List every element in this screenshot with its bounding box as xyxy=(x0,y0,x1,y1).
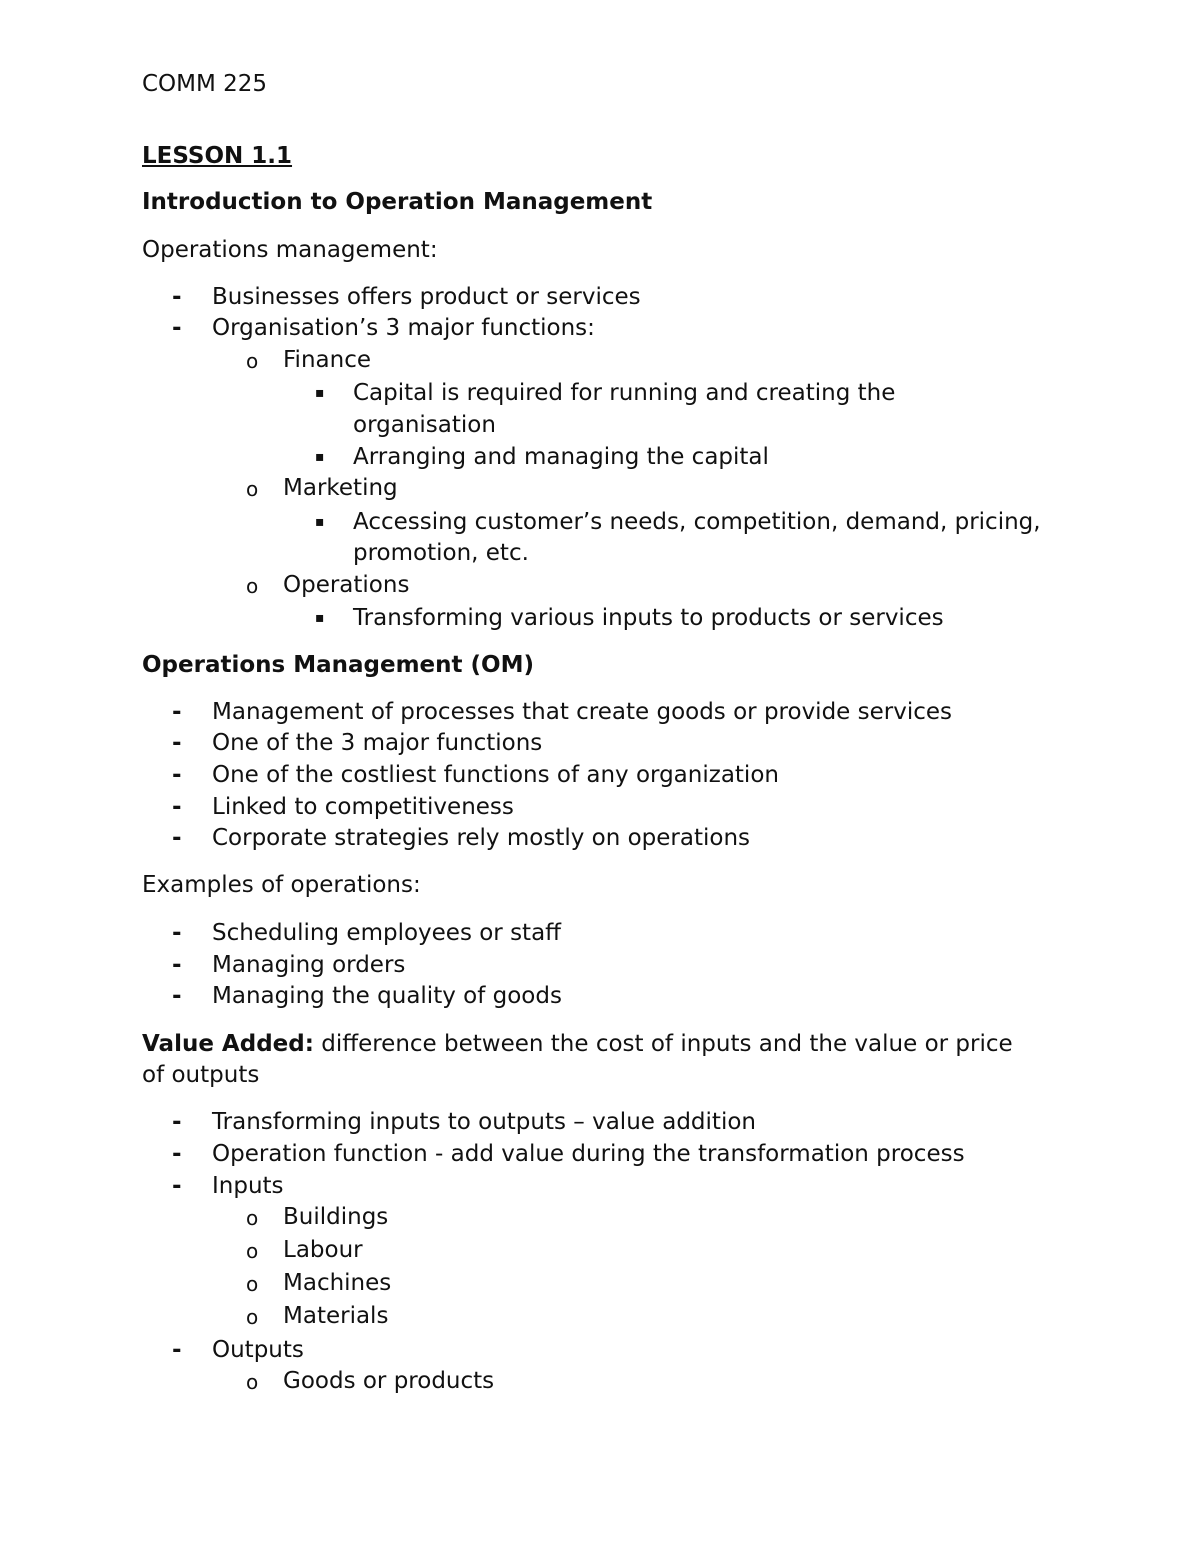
marketing-point: Accessing customer’s needs, competition, demand, pricing, xyxy=(353,509,1041,535)
circle-bullet: o xyxy=(246,1206,259,1230)
intro-heading: Introduction to Operation Management xyxy=(142,189,653,215)
list-item: Corporate strategies rely mostly on operations xyxy=(212,825,751,851)
lesson-title: LESSON 1.1 xyxy=(142,143,293,169)
value-added-definition-text: difference between the cost of inputs and the value or price xyxy=(313,1031,1013,1057)
square-bullet: ▪ xyxy=(315,610,325,626)
input-item: Materials xyxy=(283,1303,389,1329)
value-added-term: Value Added: xyxy=(142,1031,314,1057)
dash-bullet: - xyxy=(172,1109,182,1135)
function-operations: Operations xyxy=(283,572,410,598)
output-item: Goods or products xyxy=(283,1368,495,1394)
ops-mgmt-label: Operations management: xyxy=(142,237,438,263)
square-bullet: ▪ xyxy=(315,385,325,401)
list-item: Transforming inputs to outputs – value addition xyxy=(212,1109,756,1135)
circle-bullet: o xyxy=(246,1370,259,1394)
dash-bullet: - xyxy=(172,699,182,725)
list-item: Managing orders xyxy=(212,952,406,978)
input-item: Labour xyxy=(283,1237,363,1263)
circle-bullet: o xyxy=(246,1272,259,1296)
function-finance: Finance xyxy=(283,347,371,373)
circle-bullet: o xyxy=(246,1305,259,1329)
dash-bullet: - xyxy=(172,794,182,820)
finance-point: Capital is required for running and creating the xyxy=(353,380,896,406)
finance-point: Arranging and managing the capital xyxy=(353,444,769,470)
dash-bullet: - xyxy=(172,762,182,788)
finance-point-continued: organisation xyxy=(353,412,496,438)
list-item: Operation function - add value during the transformation process xyxy=(212,1141,965,1167)
value-added-definition-continued: of outputs xyxy=(142,1062,260,1088)
square-bullet: ▪ xyxy=(315,449,325,465)
dash-bullet: - xyxy=(172,952,182,978)
examples-label: Examples of operations: xyxy=(142,872,421,898)
list-item-outputs: Outputs xyxy=(212,1337,304,1363)
om-heading: Operations Management (OM) xyxy=(142,652,534,678)
dash-bullet: - xyxy=(172,730,182,756)
circle-bullet: o xyxy=(246,574,259,598)
list-item: Organisation’s 3 major functions: xyxy=(212,315,595,341)
list-item: One of the costliest functions of any organization xyxy=(212,762,779,788)
circle-bullet: o xyxy=(246,477,259,501)
dash-bullet: - xyxy=(172,983,182,1009)
list-item: Managing the quality of goods xyxy=(212,983,562,1009)
list-item: Businesses offers product or services xyxy=(212,284,641,310)
function-marketing: Marketing xyxy=(283,475,398,501)
dash-bullet: - xyxy=(172,1141,182,1167)
dash-bullet: - xyxy=(172,284,182,310)
square-bullet: ▪ xyxy=(315,514,325,530)
dash-bullet: - xyxy=(172,315,182,341)
list-item-inputs: Inputs xyxy=(212,1173,284,1199)
operations-point: Transforming various inputs to products or services xyxy=(353,605,944,631)
circle-bullet: o xyxy=(246,349,259,373)
list-item: Linked to competitiveness xyxy=(212,794,514,820)
input-item: Buildings xyxy=(283,1204,389,1230)
circle-bullet: o xyxy=(246,1239,259,1263)
dash-bullet: - xyxy=(172,920,182,946)
dash-bullet: - xyxy=(172,1337,182,1363)
course-code: COMM 225 xyxy=(142,71,268,97)
list-item: Scheduling employees or staff xyxy=(212,920,562,946)
input-item: Machines xyxy=(283,1270,392,1296)
value-added-definition xyxy=(142,1030,1013,1058)
marketing-point-continued: promotion, etc. xyxy=(353,540,529,566)
list-item: One of the 3 major functions xyxy=(212,730,543,756)
dash-bullet: - xyxy=(172,825,182,851)
dash-bullet: - xyxy=(172,1173,182,1199)
list-item: Management of processes that create goods or provide services xyxy=(212,699,952,725)
